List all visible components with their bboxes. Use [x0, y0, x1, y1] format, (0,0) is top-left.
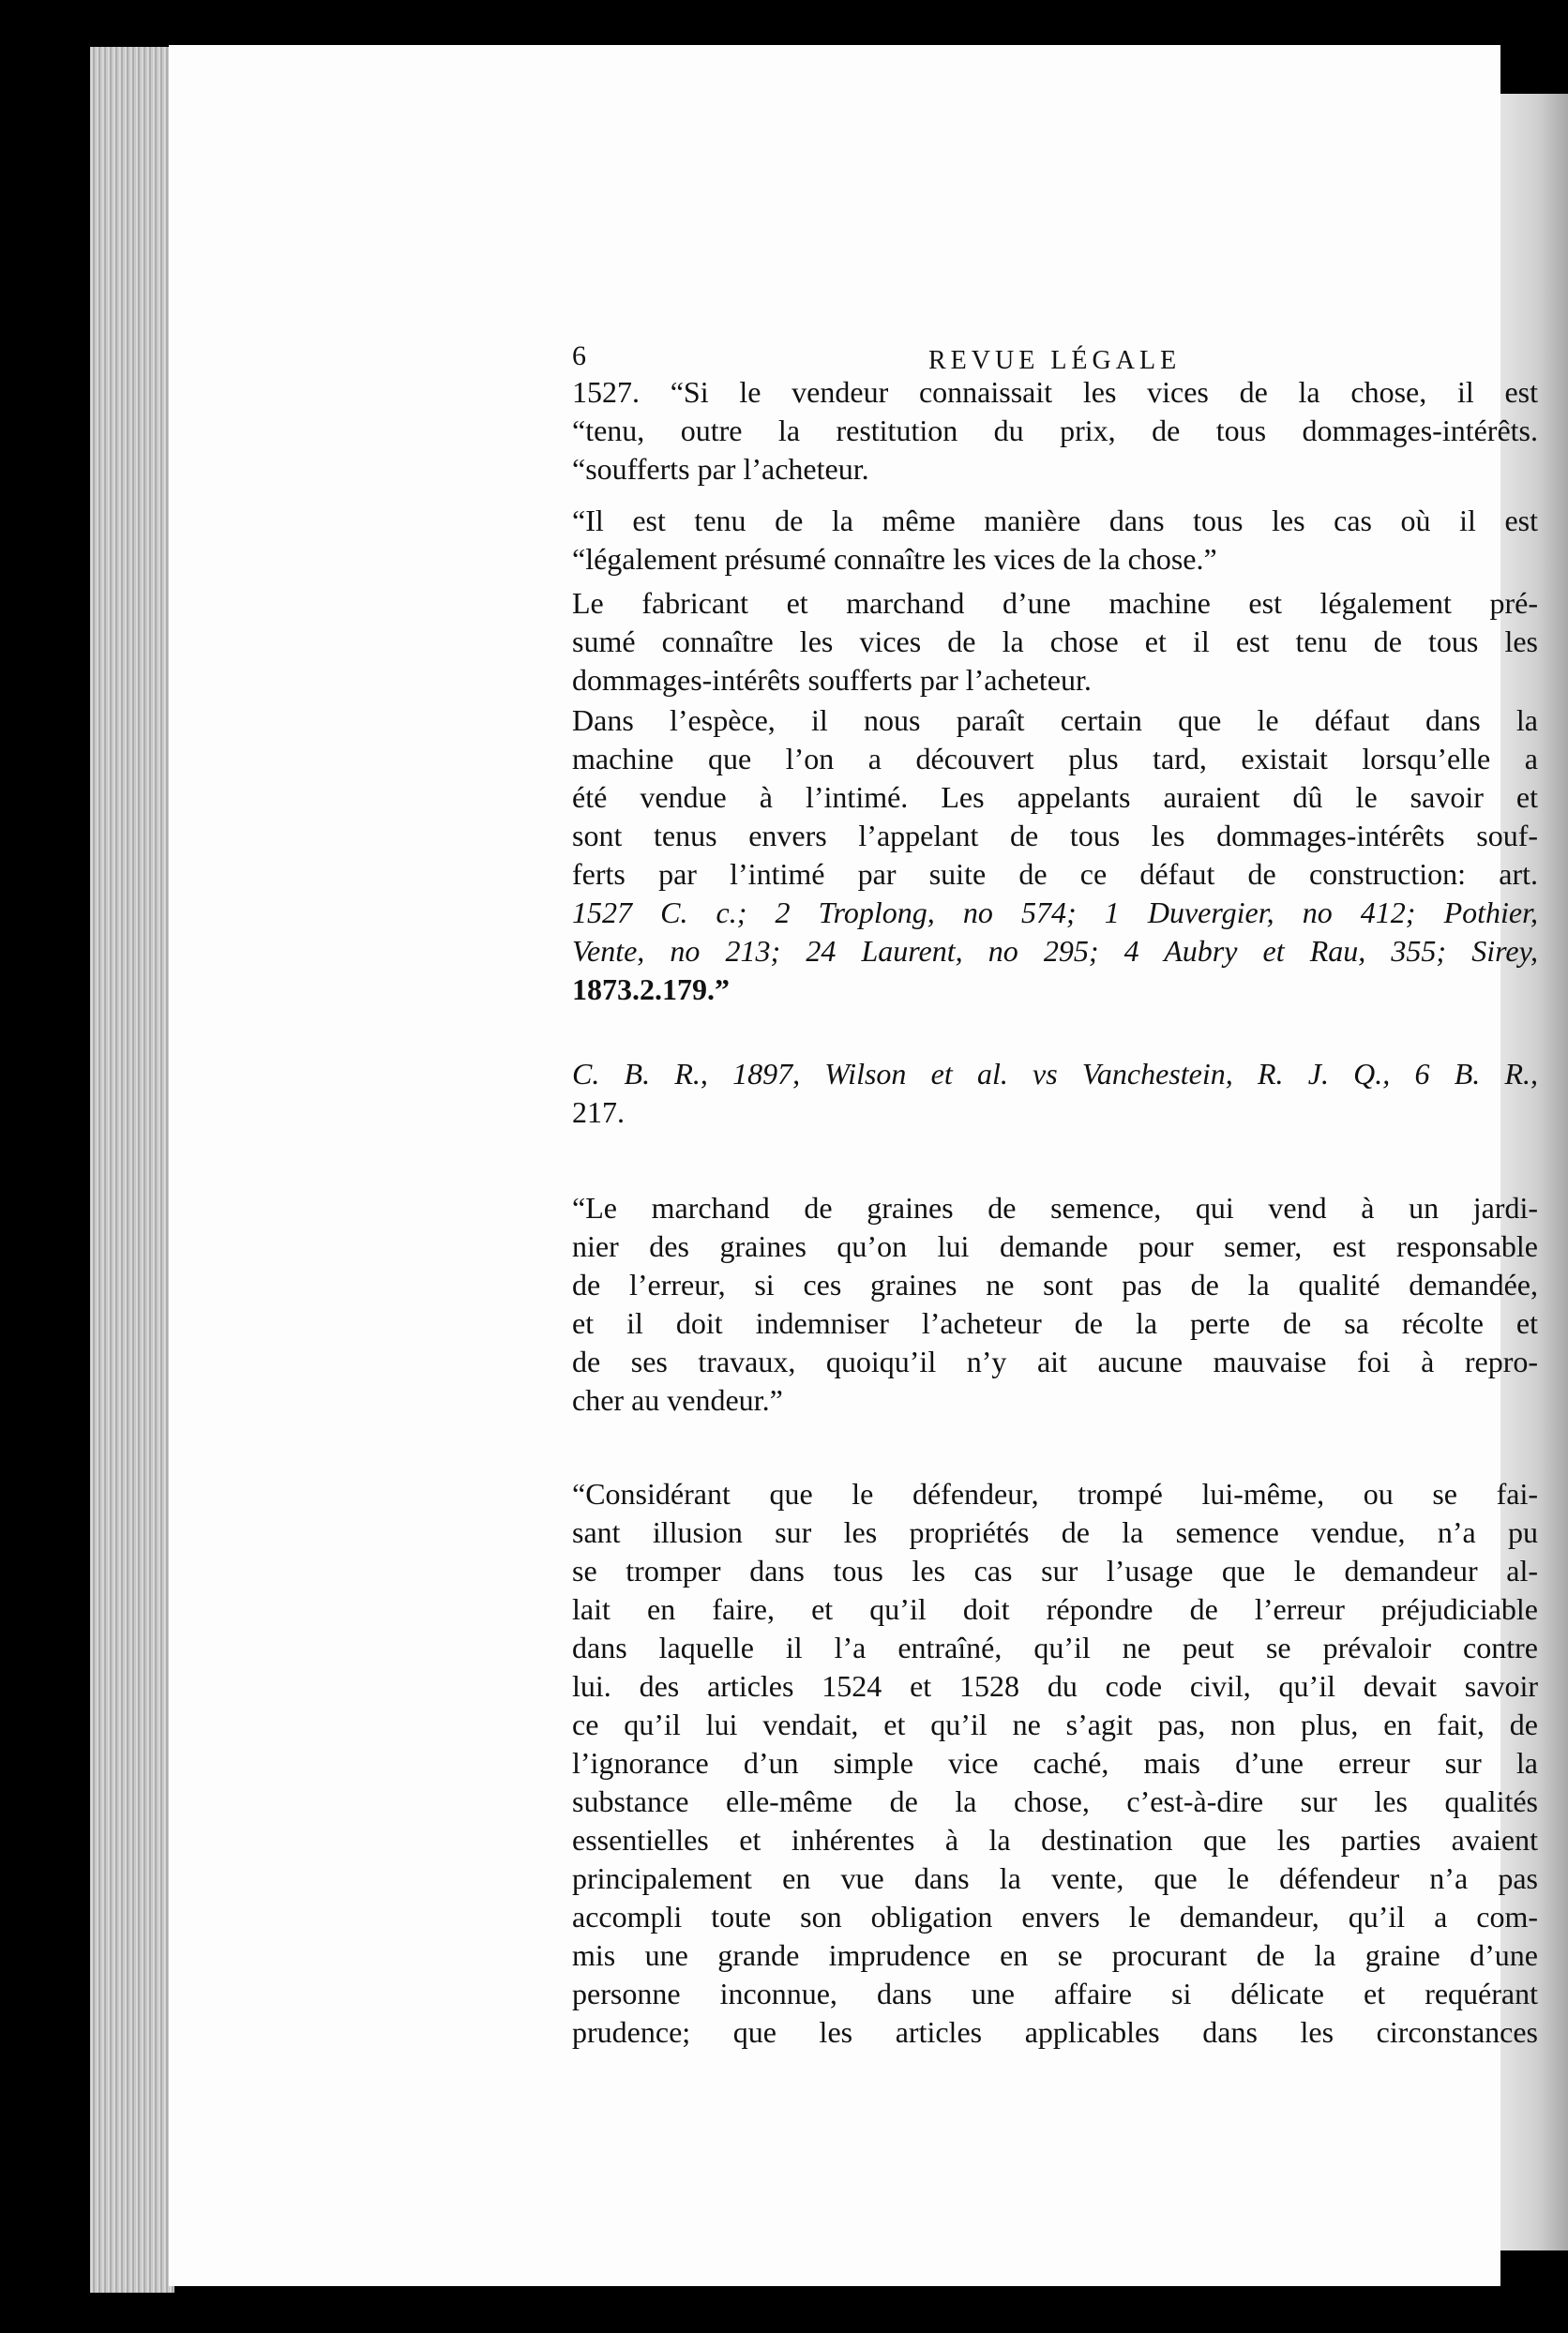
text-line: l’ignorance d’un simple vice caché, mais d’une erreur sur la [572, 1746, 1538, 1780]
paragraph-manufacturer [572, 584, 1538, 700]
text-line: substance elle-même de la chose, c’est-à-dire sur les qualités [572, 1784, 1538, 1818]
text-line: 1527. “Si le vendeur connaissait les vices de la chose, il est [572, 375, 1538, 409]
text-line: 1873.2.179.” [572, 972, 730, 1006]
text-line: Le fabricant et marchand d’une machine est légalement pré- [572, 586, 1538, 620]
text-line: 217. [572, 1095, 625, 1129]
text-line: ferts par l’intimé par suite de ce défaut de construction: art. [572, 857, 1538, 891]
paragraph-article-1527 [572, 373, 1538, 489]
text-line: sant illusion sur les propriétés de la semence vendue, n’a pu [572, 1515, 1538, 1549]
page-stack-left-edge [90, 47, 174, 2293]
text-line: été vendue à l’intimé. Les appelants auraient dû le savoir et [572, 780, 1538, 814]
text-line: de l’erreur, si ces graines ne sont pas de la qualité demandée, [572, 1268, 1538, 1302]
text-line: se tromper dans tous les cas sur l’usage que le demandeur al- [572, 1554, 1538, 1588]
page-number: 6 [572, 340, 586, 371]
text-line: “tenu, outre la restitution du prix, de tous dommages-intérêts. [572, 414, 1538, 447]
text-line: “soufferts par l’acheteur. [572, 452, 869, 486]
text-line: “Il est tenu de la même manière dans tous les cas où il est [572, 504, 1538, 537]
text-line: “Le marchand de graines de semence, qui vend à un jardi- [572, 1191, 1538, 1225]
text-line: Vente, no 213; 24 Laurent, no 295; 4 Aubry et Rau, 355; Sirey, [572, 934, 1538, 968]
text-line: dommages-intérêts soufferts par l’acheteur. [572, 663, 1092, 697]
paragraph-in-this-case [572, 701, 1538, 1009]
paragraph-seed-merchant [572, 1189, 1538, 1420]
text-line: prudence; que les articles applicables dans les circonstances [572, 2015, 1538, 2049]
paragraph-considering [572, 1475, 1538, 2052]
text-line: Dans l’espèce, il nous paraît certain que le défaut dans la [572, 703, 1538, 737]
text-line: accompli toute son obligation envers le demandeur, qu’il a com- [572, 1900, 1538, 1934]
running-title: REVUE LÉGALE [928, 346, 1182, 375]
book-page [169, 45, 1538, 2286]
text-line: de ses travaux, quoiqu’il n’y ait aucune mauvaise foi à repro- [572, 1345, 1538, 1378]
text-line: sont tenus envers l’appelant de tous les dommages-intérêts souf- [572, 819, 1538, 852]
text-line: dans laquelle il l’a entraîné, qu’il ne peut se prévaloir contre [572, 1631, 1538, 1664]
text-line: 1527 C. c.; 2 Troplong, no 574; 1 Duvergier, no 412; Pothier, [572, 896, 1538, 929]
text-line: lui. des articles 1524 et 1528 du code civil, qu’il devait savoir [572, 1669, 1538, 1703]
text-line: machine que l’on a découvert plus tard, existait lorsqu’elle a [572, 742, 1538, 775]
text-line: lait en faire, et qu’il doit répondre de l’erreur préjudiciable [572, 1592, 1538, 1626]
text-line: nier des graines qu’on lui demande pour semer, est responsable [572, 1229, 1538, 1263]
paragraph-presumed-knowledge [572, 502, 1538, 579]
paragraph-citation [572, 1055, 1538, 1132]
text-line: principalement en vue dans la vente, que le défendeur n’a pas [572, 1861, 1538, 1895]
text-line: ce qu’il lui vendait, et qu’il ne s’agit pas, non plus, en fait, de [572, 1708, 1538, 1741]
text-line: personne inconnue, dans une affaire si délicate et requérant [572, 1977, 1538, 2010]
text-line: et il doit indemniser l’acheteur de la perte de sa récolte et [572, 1306, 1538, 1340]
text-line: cher au vendeur.” [572, 1383, 783, 1417]
text-line: mis une grande imprudence en se procurant de la graine d’une [572, 1938, 1538, 1972]
text-line: “légalement présumé connaître les vices de la chose.” [572, 542, 1217, 576]
text-line: sumé connaître les vices de la chose et il est tenu de tous les [572, 625, 1538, 658]
text-line: “Considérant que le défendeur, trompé lui-même, ou se fai- [572, 1477, 1538, 1511]
page-header [572, 303, 1538, 375]
text-line: C. B. R., 1897, Wilson et al. vs Vanchestein, R. J. Q., 6 B. R., [572, 1057, 1538, 1091]
text-line: essentielles et inhérentes à la destination que les parties avaient [572, 1823, 1538, 1857]
